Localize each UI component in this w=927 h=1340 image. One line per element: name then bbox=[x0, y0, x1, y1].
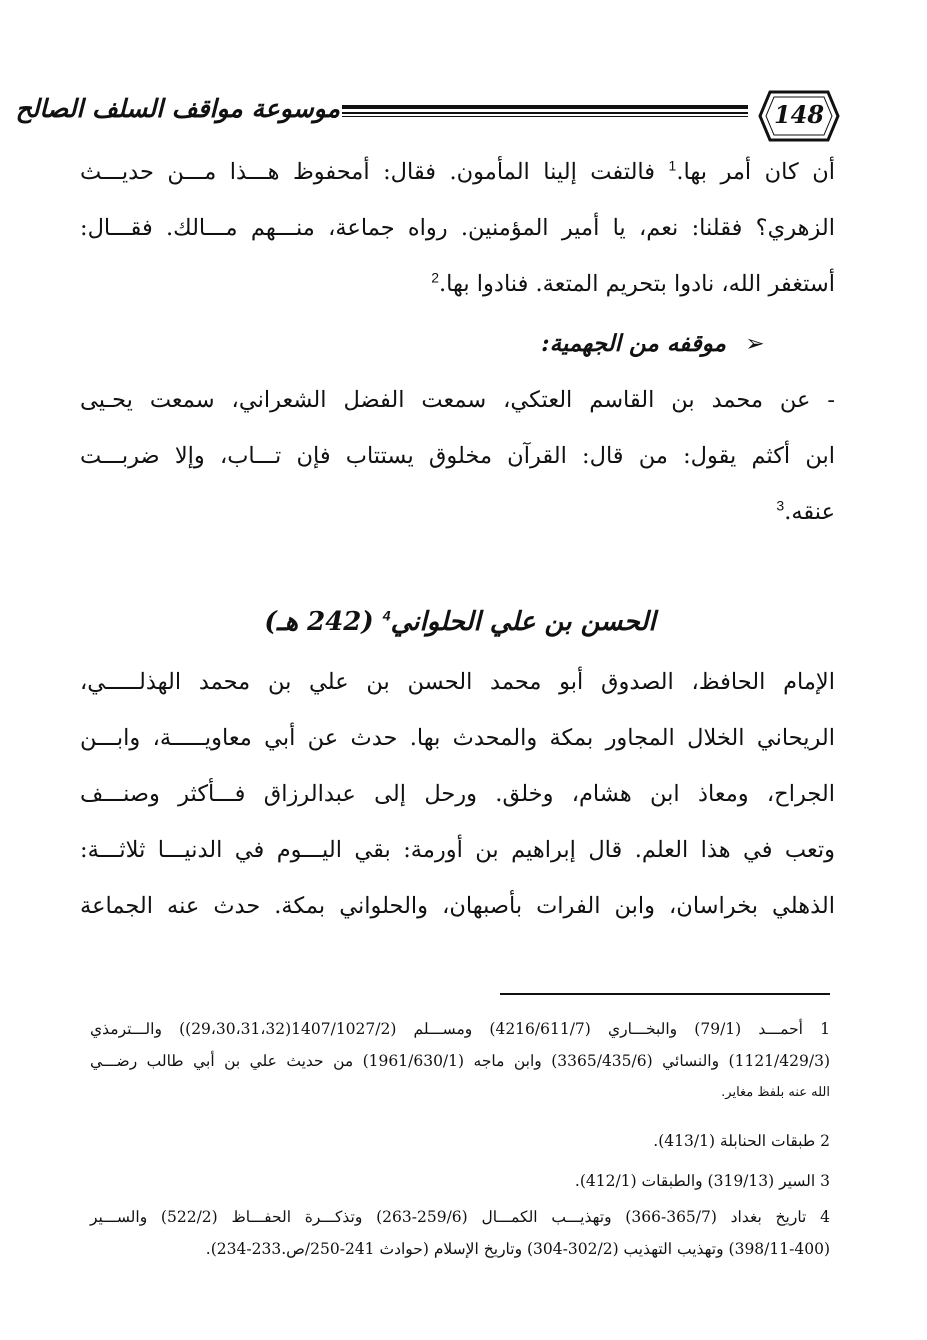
text-line: أستغفر الله، نادوا بتحريم المتعة. فنادوا بها.$^2$ bbox=[431, 269, 835, 297]
header-rule bbox=[342, 105, 748, 119]
footnote-ref: 1 bbox=[668, 157, 677, 174]
text-line: وتعب في هذا العلم. قال إبراهيم بن أورمة: بقي اليـــوم في الدنيـــا ثلاثـــة: bbox=[80, 837, 835, 863]
footnote-1 bbox=[90, 1014, 830, 1108]
footnote-line: 2 طبقات الحنابلة (413/1). bbox=[653, 1132, 830, 1150]
footnote-ref: 2 bbox=[431, 269, 440, 286]
arrow-bullet-icon: ➢ bbox=[745, 331, 765, 357]
footnote-3 bbox=[90, 1164, 830, 1198]
text-line: أن كان أمر بها.$^1$ فالتفت إلينا المأمون. فقال: أمحفوظ هـــذا مـــن حديـــث bbox=[80, 157, 835, 185]
footnote-line: الله عنه بلفظ مغاير. bbox=[721, 1085, 830, 1100]
footnote-2 bbox=[90, 1124, 830, 1158]
page-number: 148 bbox=[773, 100, 825, 129]
page-number-badge bbox=[758, 90, 840, 142]
section-title-name: الحسن بن علي الحلواني bbox=[390, 607, 656, 637]
footnote-line: 3 السير (319/13) والطبقات (412/1). bbox=[574, 1172, 830, 1190]
continued-paragraph bbox=[80, 144, 835, 312]
footnote-4 bbox=[90, 1202, 830, 1266]
text-line: ابن أكثم يقول: من قال: القرآن مخلوق يستتاب فإن تـــاب، وإلا ضربـــت bbox=[80, 443, 835, 469]
footnote-line: (398/11-400) وتهذيب التهذيب (302/2-304) وتاريخ الإسلام (حوادث 241-250/ص.233-234). bbox=[205, 1240, 830, 1258]
subheading-text: موقفه من الجهمية: bbox=[541, 330, 726, 357]
section-title-year: (242 هـ) bbox=[264, 607, 374, 637]
text-line: عنقه.$^3$ bbox=[776, 497, 835, 525]
footnote-separator bbox=[500, 993, 830, 995]
text-line: الزهري؟ فقلنا: نعم، يا أمير المؤمنين. رواه جماعة، منـــهم مـــالك. فقـــال: bbox=[80, 215, 835, 241]
section-title bbox=[160, 600, 760, 644]
jahmiyya-paragraph bbox=[80, 372, 835, 540]
footnote-line: 4 تاريخ بغداد (365/7-366) وتهذيـــب الكمـــال (259/6-263) وتذكـــرة الحفـــاظ (522/2) والســـير bbox=[90, 1208, 830, 1226]
footnote-ref: 3 bbox=[776, 497, 785, 514]
footnote-line: (1121/429/3) والنسائي (3365/435/6) وابن ماجه (1961/630/1) من حديث علي بن أبي طالب رضـــي bbox=[90, 1052, 830, 1070]
text-line: الريحاني الخلال المجاور بمكة والمحدث بها. حدث عن أبي معاويـــــة، وابـــن bbox=[80, 725, 835, 751]
text-line: - عن محمد بن القاسم العتكي، سمعت الفضل الشعراني، سمعت يحـيى bbox=[80, 387, 835, 413]
text-line: الذهلي بخراسان، وابن الفرات بأصبهان، والحلواني بمكة. حدث عنه الجماعة bbox=[80, 893, 835, 919]
page-header bbox=[15, 82, 840, 152]
text-line: الجراح، ومعاذ ابن هشام، وخلق. ورحل إلى عبدالرزاق فـــأكثر وصنـــف bbox=[80, 781, 835, 807]
footnote-line: 1 أحمـــد (79/1) والبخـــاري (4216/611/7) ومســـلم (1407/1027/2(29،30،31،32)) والـــترمذي bbox=[90, 1020, 831, 1038]
subheading bbox=[300, 324, 770, 364]
text-line: الإمام الحافظ، الصدوق أبو محمد الحسن بن علي بن محمد الهذلـــــي، bbox=[80, 669, 835, 695]
biography-paragraph bbox=[80, 654, 835, 934]
book-title: موسوعة مواقف السلف الصالح bbox=[15, 94, 340, 123]
footnote-ref: 4 bbox=[382, 607, 391, 624]
